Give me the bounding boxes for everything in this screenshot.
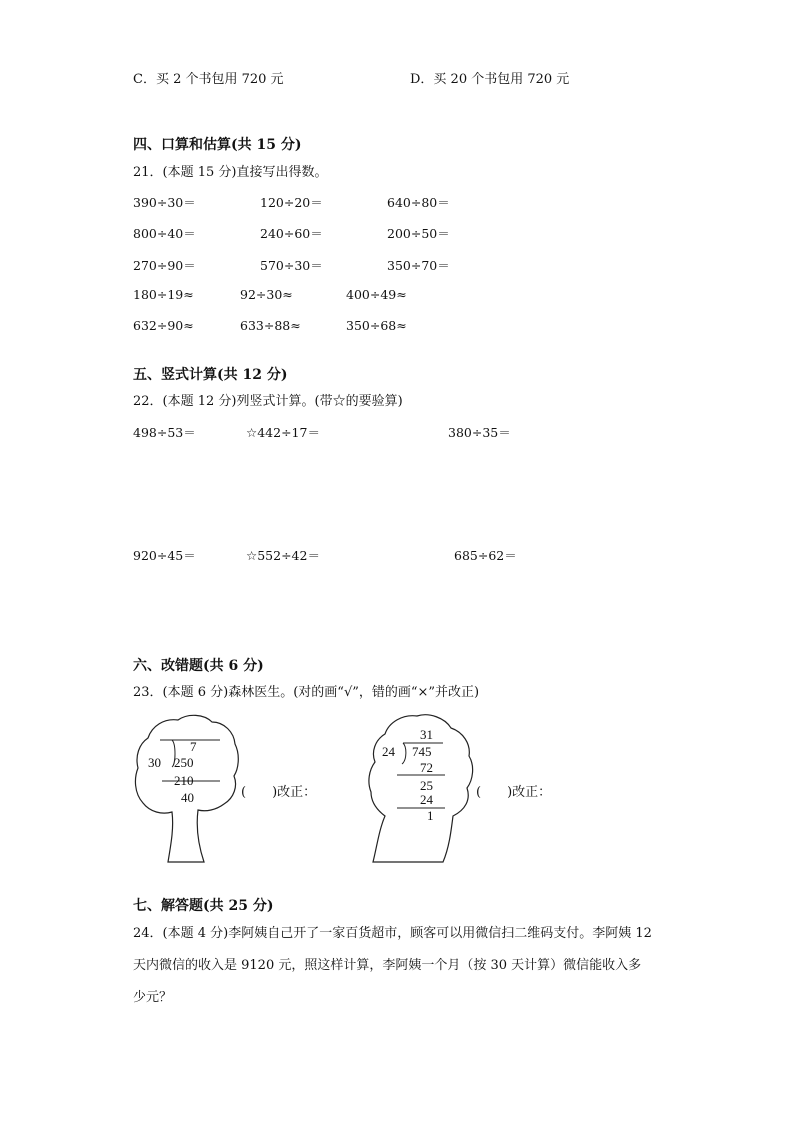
tree2-divisor: 24 bbox=[382, 744, 395, 759]
tree2-line3: 24 bbox=[420, 792, 433, 807]
section6-heading: 六、改错题(共 6 分) bbox=[133, 658, 264, 674]
question-23: 23．(本题 6 分)森林医生。(对的画“√”，错的画“×”并改正) bbox=[133, 685, 480, 700]
question-24-line2: 天内微信的收入是 9120 元，照这样计算，李阿姨一个月（按 30 天计算）微信能收入多 bbox=[133, 958, 642, 973]
vertical-calc-item: 685÷62＝ bbox=[454, 548, 517, 563]
estimate-item: 92÷30≈ bbox=[240, 287, 293, 302]
calc-item: 350÷70＝ bbox=[387, 258, 450, 273]
vertical-calc-item: 920÷45＝ bbox=[133, 548, 196, 563]
tree1-divisor: 30 bbox=[148, 755, 161, 770]
tree1-remainder: 40 bbox=[181, 790, 194, 805]
calc-item: 640÷80＝ bbox=[387, 195, 450, 210]
estimate-item: 633÷88≈ bbox=[240, 318, 301, 333]
tree2-answer-label[interactable]: ( )改正： bbox=[476, 785, 552, 800]
section5-heading: 五、竖式计算(共 12 分) bbox=[133, 367, 288, 383]
calc-item: 270÷90＝ bbox=[133, 258, 196, 273]
tree1-quotient: 7 bbox=[190, 739, 197, 754]
estimate-item: 180÷19≈ bbox=[133, 287, 194, 302]
calc-item: 390÷30＝ bbox=[133, 195, 196, 210]
calc-item: 800÷40＝ bbox=[133, 226, 196, 241]
vertical-calc-item: ☆552÷42＝ bbox=[246, 548, 320, 563]
tree1-product: 210 bbox=[174, 773, 194, 788]
estimate-item: 350÷68≈ bbox=[346, 318, 407, 333]
estimate-item: 400÷49≈ bbox=[346, 287, 407, 302]
option-d: D．买 20 个书包用 720 元 bbox=[410, 72, 570, 87]
tree1-answer-label[interactable]: ( )改正： bbox=[241, 785, 317, 800]
tree2-remainder: 1 bbox=[427, 808, 434, 823]
estimate-item: 632÷90≈ bbox=[133, 318, 194, 333]
tree2-line2: 25 bbox=[420, 778, 433, 793]
calc-item: 120÷20＝ bbox=[260, 195, 323, 210]
question-22: 22．(本题 12 分)列竖式计算。(带☆的要验算) bbox=[133, 394, 403, 409]
calc-item: 570÷30＝ bbox=[260, 258, 323, 273]
question-21: 21．(本题 15 分)直接写出得数。 bbox=[133, 165, 328, 180]
vertical-calc-item: 498÷53＝ bbox=[133, 425, 196, 440]
calc-item: 200÷50＝ bbox=[387, 226, 450, 241]
tree1-dividend: 250 bbox=[174, 755, 194, 770]
section7-heading: 七、解答题(共 25 分) bbox=[133, 898, 274, 914]
question-24-line1: 24．(本题 4 分)李阿姨自己开了一家百货超市，顾客可以用微信扫二维码支付。李阿姨 12 bbox=[133, 926, 652, 941]
question-24-line3: 少元？ bbox=[133, 990, 173, 1005]
vertical-calc-item: 380÷35＝ bbox=[448, 425, 511, 440]
tree2-line1: 72 bbox=[420, 760, 433, 775]
option-c: C．买 2 个书包用 720 元 bbox=[133, 72, 284, 87]
vertical-calc-item: ☆442÷17＝ bbox=[246, 425, 320, 440]
calc-item: 240÷60＝ bbox=[260, 226, 323, 241]
section4-heading: 四、口算和估算(共 15 分) bbox=[133, 137, 302, 153]
tree2-quotient: 31 bbox=[420, 727, 433, 742]
tree2-dividend: 745 bbox=[412, 744, 432, 759]
